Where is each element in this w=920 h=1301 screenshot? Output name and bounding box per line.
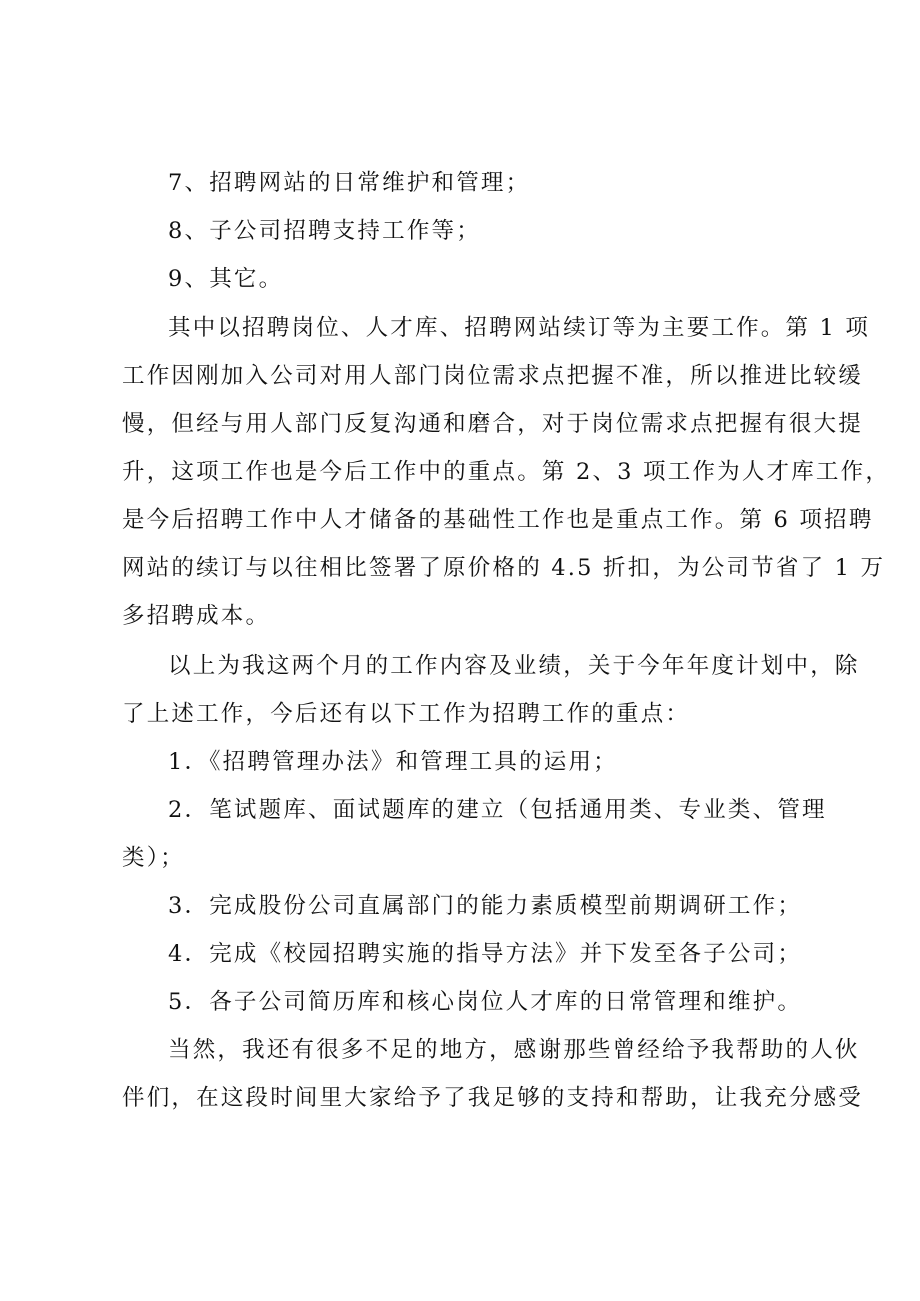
paragraph-line: 当然，我还有很多不足的地方，感谢那些曾经给予我帮助的人伙 [168, 1037, 860, 1063]
paragraph-line: 其中以招聘岗位、人才库、招聘网站续订等为主要工作。第 1 项 [168, 315, 871, 341]
paragraph-line: 工作因刚加入公司对用人部门岗位需求点把握不准，所以推进比较缓 [122, 363, 864, 389]
list-item-8: 8、子公司招聘支持工作等； [168, 218, 481, 244]
plan-item-5: 5．各子公司简历库和核心岗位人才库的日常管理和维护。 [168, 989, 803, 1015]
list-item-9: 9、其它。 [168, 266, 284, 292]
paragraph-line: 了上述工作，今后还有以下工作为招聘工作的重点： [122, 701, 691, 727]
paragraph-line: 慢，但经与用人部门反复沟通和磨合，对于岗位需求点把握有很大提 [122, 411, 864, 437]
paragraph-line: 伴们，在这段时间里大家给予了我足够的支持和帮助，让我充分感受 [122, 1085, 864, 1111]
paragraph-line: 多招聘成本。 [122, 603, 271, 629]
plan-item-1: 1．《招聘管理办法》和管理工具的运用； [168, 749, 618, 775]
paragraph-line: 网站的续订与以往相比签署了原价格的 4.5 折扣，为公司节省了 1 万 [122, 555, 886, 581]
paragraph-line: 是今后招聘工作中人才储备的基础性工作也是重点工作。第 6 项招聘 [122, 507, 874, 533]
paragraph-line: 以上为我这两个月的工作内容及业绩，关于今年年度计划中，除 [168, 653, 860, 679]
plan-item-2: 2．笔试题库、面试题库的建立（包括通用类、专业类、管理 [168, 797, 827, 823]
plan-item-2-cont: 类）； [122, 845, 185, 871]
plan-item-4: 4．完成《校园招聘实施的指导方法》并下发至各子公司； [168, 941, 803, 967]
plan-item-3: 3．完成股份公司直属部门的能力素质模型前期调研工作； [168, 893, 803, 919]
list-item-7: 7、招聘网站的日常维护和管理； [168, 170, 531, 196]
paragraph-line: 升，这项工作也是今后工作中的重点。第 2、3 项工作为人才库工作， [122, 459, 891, 485]
